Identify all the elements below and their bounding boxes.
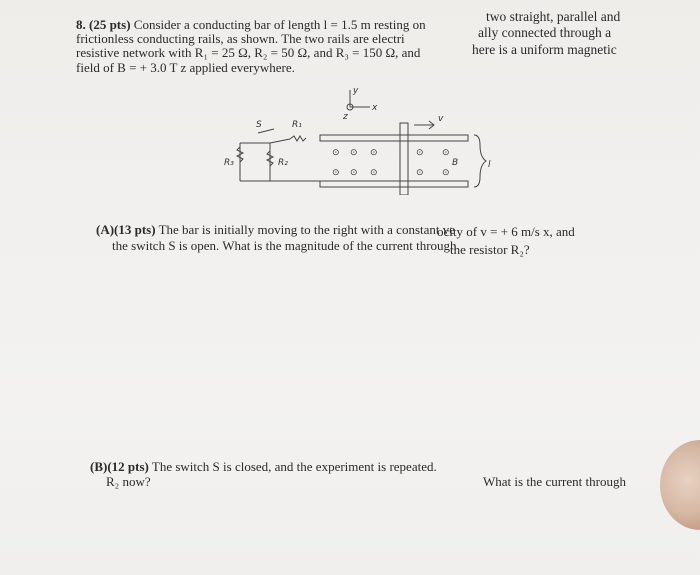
r1-label: R₁ <box>292 120 302 130</box>
part-a-text-1a: The bar is initially moving to the right with a constant ve <box>158 222 456 237</box>
problem-points: (25 pts) <box>89 17 131 32</box>
field-dot-icon: ⊙ <box>350 168 358 178</box>
field-label: B <box>452 158 459 168</box>
switch-label: S <box>256 120 262 130</box>
part-b-text-1: The switch S is closed, and the experiment is repeated. <box>151 459 437 474</box>
part-a-points: (13 pts) <box>114 222 156 237</box>
problem-text-2a: frictionless conducting rails, as shown. The two rails are electri <box>76 31 405 46</box>
part-b-points: (12 pts) <box>107 459 149 474</box>
x-axis-label: x <box>372 103 378 113</box>
part-a-text-1b: ocity of v = + 6 m/s x, and <box>437 224 575 239</box>
field-dot-icon: ⊙ <box>350 148 358 158</box>
field-dot-icon: ⊙ <box>442 148 450 158</box>
part-b-text-2b: What is the current through <box>483 474 626 489</box>
field-dot-icon: ⊙ <box>370 168 378 178</box>
problem-text-4: field of B = + 3.0 T z applied everywhere. <box>76 60 295 75</box>
z-axis-label: z <box>343 112 348 122</box>
part-a-text-2b: the resistor R₂? <box>450 242 530 257</box>
problem-text-1b: two straight, parallel and <box>486 9 621 24</box>
r1-resistor <box>290 136 306 141</box>
field-dot-icon: ⊙ <box>370 148 378 158</box>
circuit-diagram <box>220 85 520 195</box>
part-b-label: (B) <box>90 459 108 474</box>
finger-shadow <box>660 440 700 530</box>
field-dot-icon: ⊙ <box>332 148 340 158</box>
top-rail <box>320 135 468 141</box>
r2-label: R₂ <box>278 158 288 168</box>
part-b-line-1 <box>90 459 437 475</box>
length-brace <box>474 135 486 187</box>
part-a-text-2a: the switch S is open. What is the magnitude of the current through <box>112 238 457 253</box>
r1-wire <box>270 139 290 143</box>
velocity-label: v <box>438 114 444 124</box>
problem-number: 8. <box>76 17 86 32</box>
field-dot-icon: ⊙ <box>332 168 340 178</box>
y-axis-label: y <box>353 86 359 96</box>
field-dot-icon: ⊙ <box>416 168 424 178</box>
part-b-text-2a: R₂ now? <box>106 474 151 489</box>
part-a-label: (A) <box>96 222 115 237</box>
bottom-rail <box>320 181 468 187</box>
r3-label: R₃ <box>224 158 234 168</box>
problem-text-1a: Consider a conducting bar of length l = 1.5 m resting on <box>133 17 426 32</box>
part-a-line-1 <box>96 222 455 238</box>
problem-text-3b: here is a uniform magnetic <box>472 42 617 57</box>
problem-text-2b: ally connected through a <box>478 25 612 40</box>
field-dot-icon: ⊙ <box>442 168 450 178</box>
problem-text-3a: resistive network with R₁ = 25 Ω, R₂ = 50 Ω, and R₃ = 150 Ω, and <box>76 45 421 60</box>
field-dot-icon: ⊙ <box>416 148 424 158</box>
length-label: l <box>488 160 491 170</box>
conducting-bar <box>400 123 408 195</box>
